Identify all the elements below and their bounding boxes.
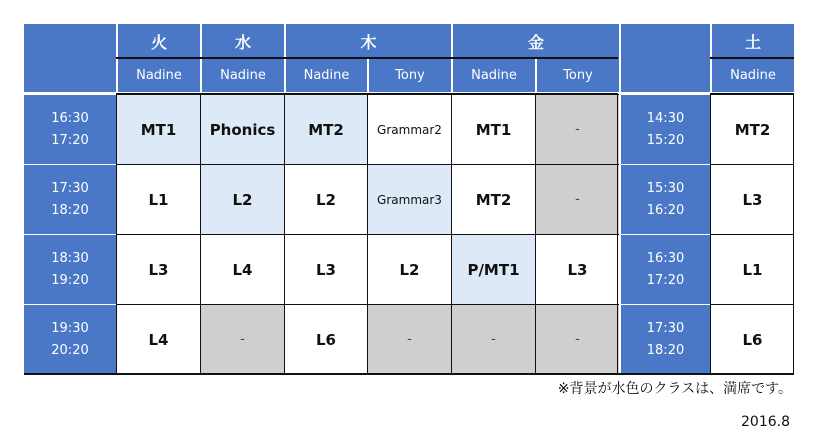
time-slot-left [24, 164, 116, 234]
lesson-cell: L3 [535, 234, 619, 304]
day-header: 金 [452, 24, 619, 58]
day-header: 火 [117, 24, 200, 58]
time-text: 16:20 [646, 202, 685, 218]
undefined [24, 373, 794, 375]
lesson-cell: Phonics [200, 94, 284, 164]
teacher-header: Tony [536, 58, 619, 92]
lesson-cell: L1 [116, 164, 200, 234]
lesson-cell: L3 [710, 164, 794, 234]
teacher-header: Tony [368, 58, 451, 92]
lesson-cell: - [451, 304, 535, 374]
table-right-border [793, 94, 794, 374]
time-text: 14:30 [646, 110, 685, 126]
time-text: 18:20 [51, 202, 89, 218]
lesson-cell: L2 [284, 164, 367, 234]
time-slot-right [620, 304, 710, 374]
time-text: 15:20 [646, 132, 685, 148]
time-text: 18:30 [51, 250, 89, 266]
time-text: 16:30 [646, 250, 685, 266]
time-text: 19:20 [51, 272, 89, 288]
lesson-cell: - [367, 304, 451, 374]
lesson-cell: L1 [710, 234, 794, 304]
time-text: 17:30 [51, 180, 89, 196]
lesson-cell: L3 [284, 234, 367, 304]
day-header: 木 [285, 24, 451, 58]
lesson-cell: L6 [284, 304, 367, 374]
time-slot-left [24, 304, 116, 374]
undefined [710, 93, 794, 95]
time-text: 18:20 [646, 342, 685, 358]
time-slot-left [24, 94, 116, 164]
lesson-cell: Grammar3 [367, 164, 451, 234]
lesson-cell: Grammar2 [367, 94, 451, 164]
time-slot-right [620, 94, 710, 164]
day-header: 水 [201, 24, 284, 58]
day-header: 土 [711, 24, 794, 58]
lesson-cell: L4 [200, 234, 284, 304]
undefined [116, 57, 618, 59]
teacher-header: Nadine [452, 58, 535, 92]
undefined [116, 93, 618, 95]
time-slot-right [620, 164, 710, 234]
full-class-note: ※背景が水色のクラスは、満席です。 [557, 381, 792, 397]
time-slot-left [24, 234, 116, 304]
date-label: 2016.8 [741, 414, 790, 430]
time-text: 17:20 [51, 132, 89, 148]
time-text: 20:20 [51, 342, 89, 358]
header-time-right [620, 24, 710, 92]
teacher-header: Nadine [201, 58, 284, 92]
lesson-cell: MT2 [710, 94, 794, 164]
header-corner [24, 24, 116, 92]
time-text: 17:30 [646, 320, 685, 336]
lesson-cell: L2 [367, 234, 451, 304]
lesson-cell: P/MT1 [451, 234, 535, 304]
lesson-cell: - [200, 304, 284, 374]
body-divider [617, 94, 618, 374]
teacher-header: Nadine [711, 58, 794, 92]
lesson-cell: MT1 [451, 94, 535, 164]
time-text: 16:30 [51, 110, 89, 126]
lesson-cell: - [535, 164, 619, 234]
lesson-cell: L4 [116, 304, 200, 374]
time-text: 17:20 [646, 272, 685, 288]
time-text: 19:30 [51, 320, 89, 336]
time-text: 15:30 [646, 180, 685, 196]
time-slot-right [620, 234, 710, 304]
lesson-cell: MT2 [451, 164, 535, 234]
lesson-cell: MT2 [284, 94, 367, 164]
lesson-cell: - [535, 304, 619, 374]
lesson-cell: L3 [116, 234, 200, 304]
teacher-header: Nadine [285, 58, 367, 92]
lesson-cell: - [535, 94, 619, 164]
teacher-header: Nadine [117, 58, 200, 92]
lesson-cell: L6 [710, 304, 794, 374]
undefined [710, 57, 794, 59]
lesson-cell: MT1 [116, 94, 200, 164]
lesson-cell: L2 [200, 164, 284, 234]
